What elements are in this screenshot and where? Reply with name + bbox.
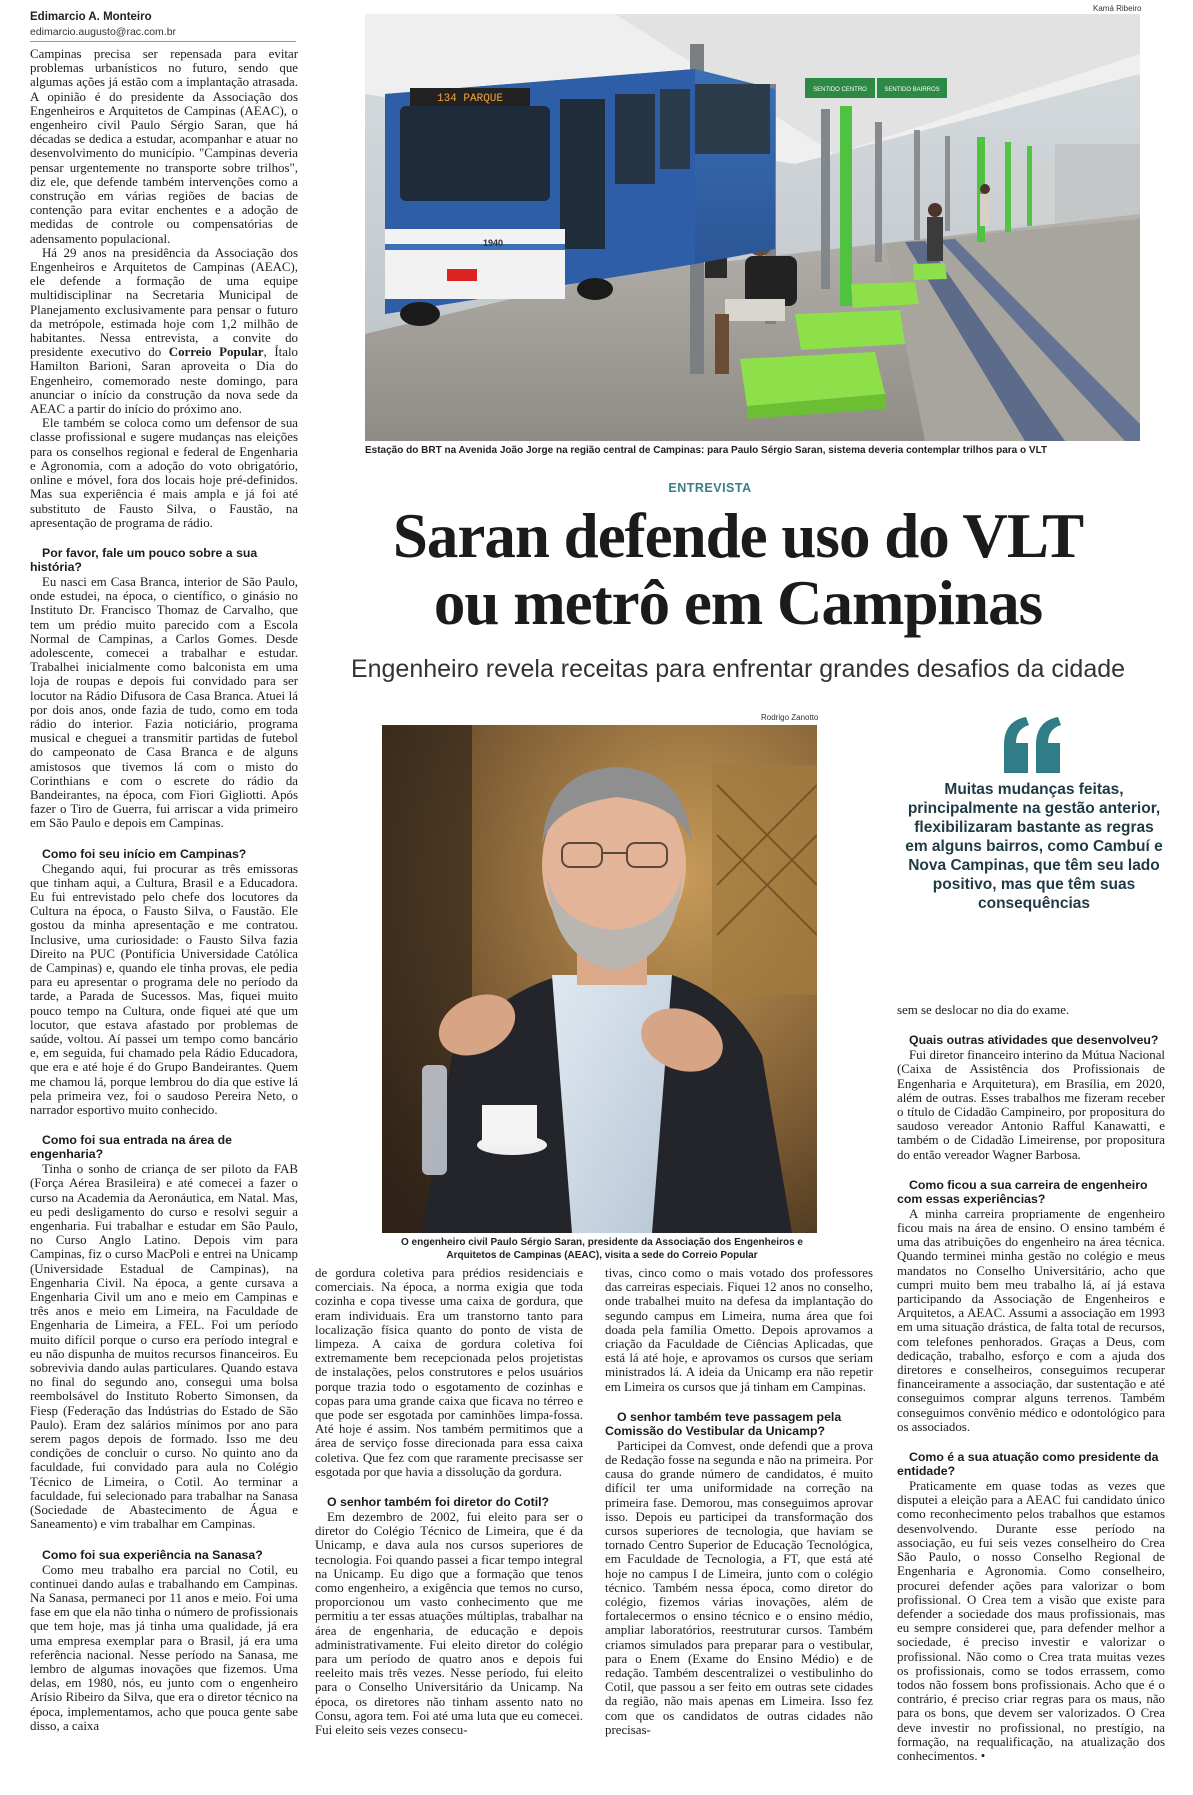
paragraph-text: Há 29 anos na presidência da Associação dos Engenheiros e Arquitetos de Campinas (AEAC), ele defende a formação de uma equipe multidisciplinar na Secretaria Municipal de Planejamento exclusivamente para pensar o futuro da metrópole, estimada hoje com 1,2 milhão de habitantes. Nessa entrevista, a convite do presidente executivo do <box>30 245 298 360</box>
article-column-4 <box>897 1003 1165 1787</box>
interview-answer: A minha carreira propriamente de engenheiro ficou mais na área de ensino. O ensino também é uma das atribuições do engenheiro na área técnica. Quando terminei minha gestão no colégio e meus mandatos no Conselho Universitário, acho que cumpri muito bem meu trabalho lá, aí já estava participando da Associação de Engenheiros e Arquitetos, a AEAC. Assumi a associação em 1993 em uma situação drástica, de falta total de recursos, com telefones penhorados. Graças a Deus, com dedicação, trabalho, esforço e com a ajuda dos diretores e conselheiros, conseguimos recuperar financeiramente a associação, dar sustentação e até conseguimos comprar alguns terrenos. Também conseguimos convênio médico e odontológico para os associados. <box>897 1206 1165 1434</box>
sign-centro: SENTIDO CENTRO <box>813 87 867 93</box>
byline-divider <box>30 41 296 42</box>
newspaper-name: Correio Popular <box>168 345 264 360</box>
portrait-photo <box>382 725 817 1233</box>
interview-answer: sem se deslocar no dia do exame. <box>897 1003 1070 1017</box>
sign-bairros: SENTIDO BAIRROS <box>884 87 940 93</box>
paragraph <box>30 246 298 416</box>
interview-answer: Tinha o sonho de criança de ser piloto da FAB (Força Aérea Brasileira) e até comecei a fazer o curso na Academia da Aeronáutica, em Natal. Mas, eu pedi desligamento do curso e resolvi seguir a engenharia. Fui trabalhar e estudar em São Paulo, no Curso Anglo Latino. Depois vim para Campinas, fiz o curso MacPoli e entrei na Unicamp (Universidade Estadual de Campinas), na Engenharia Civil. Na época, a gente cursava a Engenharia Civil um ano e meio em Campinas e três anos e meio em Limeira, na Faculdade de Engenharia de Limeira, a FEL. Foi um período muito difícil porque o curso era período integral e eu não dispunha de muitos recursos financeiros. Eu sobrevivia dando aulas particulares. Quando estava no final do segundo ano, consegui uma bolsa reembolsável do Instituto Roberto Simonsen, da Fiesp (Federação das Indústrias do Estado de São Paulo). Eram dez salários mínimos por ano para serem pagos depois de formado. Isso me deu condições de concluir o curso. No quinto ano da faculdade, fui convidado para aula no Colégio Técnico de Limeira, o Cotil. Ao terminar a faculdade, fui selecionado para trabalhar na Sanasa (Sociedade de Abastecimento de Água e Saneamento) e vim trabalhar em Campinas. <box>30 1162 298 1532</box>
interview-answer: Como meu trabalho era parcial no Cotil, eu continuei dando aulas e trabalhando em Campinas. Na Sanasa, permaneci por 11 anos e meio. Foi uma fase em que ela não tinha o número de profissionais que tem hoje, mas já tinha uma qualidade, já era uma empresa exemplar para o Brasil, já era uma referência nacional. Nesse período na Sanasa, me lembro de algumas inovações que fizemos. Uma delas, em 1980, nós, eu junto com o engenheiro Arísio Ribeiro da Silva, que era o diretor técnico na época, implementamos, acho que pouca gente sabe disso, a caixa <box>30 1562 298 1733</box>
interview-question: Como foi sua entrada na área de engenharia? <box>30 1133 232 1162</box>
pull-quote: Muitas mudanças feitas, principalmente na gestão anterior, flexibilizaram bastante as regras em alguns bairros, como Cambuí e Nova Campinas, que têm seu lado positivo, mas que têm suas consequências <box>905 781 1163 912</box>
interview-question: Como foi seu início em Campinas? <box>42 846 247 861</box>
bus-destination-sign: 134 PARQUE <box>436 93 504 105</box>
interview-answer: Participei da Comvest, onde defendi que a prova de Redação fosse na segunda e não na primeira. Por causa do grande número de candidatos, é muito difícil ter uma uniformidade na correção na primeira fase. Demorou, mas conseguimos aprovar isso. Depois eu participei da transformação dos cursos superiores de tecnologia, que haviam se tornado Centro Superior de Educação Tecnológica, em Faculdade de Tecnologia, a FT, que está até hoje no campus I de Limeira, junto com o colégio técnico. Também nessa época, como diretor do colégio, fizemos várias inovações, além de fortalecermos o ensino técnico e o ensino médio, ampliar laboratórios, reestruturar cursos. Também criamos simulados para preparar para o vestibular, para o Enem (Exame do Ensino Médio) e de redação. Também descentralizei o vestibulinho do Cotil, que passou a ser feito em outras sete cidades da região, não mais apenas em Limeira. Isso fez com que os candidatos de outras cidades não precisas- <box>605 1438 873 1737</box>
interview-question: Por favor, fale um pouco sobre a sua história? <box>30 545 258 574</box>
bus-number: 1940 <box>483 238 504 248</box>
interview-question: Como ficou a sua carreira de engenheiro com essas experiências? <box>897 1177 1148 1206</box>
article-column-3 <box>605 1266 873 1787</box>
interview-answer: Praticamente em quase todas as vezes que disputei a eleição para a AEAC fui candidato único como reconhecimento pelos trabalhos que estamos desenvolvendo. Durante esse período na associação, eu fui seis vezes conselheiro do Crea São Paulo, o nosso Conselho Regional de Engenharia e Agronomia. Como conselheiro, procurei defender ações para valorizar o bom profissional. O Crea tem a visão que existe para defender a sociedade dos maus profissionais, mas eu sempre considerei que, para defender melhor a sociedade, é preciso investir e valorizar o profissional. Não como o Crea trata muitas vezes os profissionais, como se todos errassem, como todos não fossem bons profissionais. Acho que é o contrário, é preciso criar regras para os maus, não para os bons, que devem ser valorizados. O Crea deve investir no profissional, no prestígio, na formação, na requalificação, na atualização dos conhecimentos. • <box>897 1479 1165 1763</box>
byline-email[interactable]: edimarcio.augusto@rac.com.br <box>30 26 177 38</box>
photo2-credit: Rodrigo Zanotto <box>761 713 819 722</box>
byline-author: Edimarcio A. Monteiro <box>30 11 152 23</box>
interview-answer: Chegando aqui, fui procurar as três emissoras que tinham aqui, a Cultura, Brasil e a Educadora. Eu fui entrevistado pelo chefe dos locutores da Cultura na época, o Fausto Silva, o Faustão. Ele gostou da minha apresentação e me contratou. Inclusive, uma curiosidade: o Fausto Silva fazia Direito na PUC (Pontifícia Universidade Católica de Campinas) e, quando ele tinha provas, ele pedia para eu apresentar o programa dele no período da tarde, a Parada de Sucessos. Mas, fiquei muito pouco tempo na Cultura, onde fiquei até que um locutor, que estava afastado por problemas de saúde, voltou. Aí passei um tempo como bancário e, em seguida, fui chamado pela Rádio Educadora, que era e até hoje é do Grupo Bandeirantes. Quem me chamou lá, porque lembrou do dia que estive lá pela primeira vez, foi o saudoso Pereira Neto, o narrador esportivo muito conhecido. <box>30 861 298 1118</box>
photo1-caption: Estação do BRT na Avenida João Jorge na região central de Campinas: para Paulo Sérgio Saran, sistema deveria contemplar trilhos para o VLT <box>365 445 1048 456</box>
section-kicker: ENTREVISTA <box>668 481 752 495</box>
interview-answer: de gordura coletiva para prédios residenciais e comerciais. Na época, a norma exigia que toda cozinha e copa tivesse uma caixa de gordura, que eram individuais. Era um transtorno tanto para localização física quanto do ponto de vista de limpeza. A caixa de gordura coletiva foi extremamente bem recepcionada pelos projetistas de instalações, pelos construtores e pelos usuários porque trazia todo o esgotamento de cozinhas e copas para uma grande caixa que ficava no térreo e que pode ser esgotada por caminhões limpa-fossa. Até hoje é assim. Nos também permitimos que a área de serviço fosse direcionada para essa caixa coletiva. Que fez com que raramente precisasse ser esgotada por que havia a dissolução da gordura. <box>315 1266 583 1479</box>
headline-line-2: ou metrô em Campinas <box>433 568 1043 638</box>
article-column-2 <box>315 1266 583 1787</box>
interview-question: Como é a sua atuação como presidente da entidade? <box>897 1450 1159 1479</box>
interview-question: Como foi sua experiência na Sanasa? <box>42 1547 263 1562</box>
paragraph-text: , Ítalo Hamilton Barioni, Saran aproveita o Dia do Engenheiro, comemorado neste domingo, para anunciar o início da construção da nova sede da AEAC a partir do início do próximo ano. <box>30 345 298 417</box>
interview-answer: Fui diretor financeiro interino da Mútua Nacional (Caixa de Assistência dos Profissionais de Engenharia e Arquitetura), em Brasília, em 2020, além de outras. Esses trabalhos me fizeram receber o título de Cidadão Campineiro, por propositura do saudoso vereador Antonio Rafful Kanawatti, e também o de Cidadão Limeirense, por propositura do então vereador Wagner Barbosa. <box>897 1048 1165 1162</box>
interview-question: O senhor também teve passagem pela Comissão do Vestibular da Unicamp? <box>605 1409 842 1438</box>
quote-mark-icon <box>1000 715 1066 775</box>
interview-question: Quais outras atividades que desenvolveu? <box>909 1033 1159 1048</box>
paragraph: Ele também se coloca como um defensor de sua classe profissional e sugere mudanças nas eleições para os conselhos regional e federal de Engenharia e Agronomia, com a adoção do voto obrigatório, online e móvel, fora dos locais hoje pré-definidos. Mas sua experiência é mais ampla e já foi até substituto de Fausto Silva, o Faustão, na apresentação de programa de rádio. <box>30 416 298 530</box>
photo1-credit: Kamá Ribeiro <box>1093 4 1142 13</box>
headline-line-1: Saran defende uso do VLT <box>392 501 1084 571</box>
photo2-caption: O engenheiro civil Paulo Sérgio Saran, presidente da Associação dos Engenheiros e Arquitetos de Campinas (AEAC), visita a sede do Correio Popular <box>401 1237 803 1261</box>
interview-answer: Em dezembro de 2002, fui eleito para ser o diretor do Colégio Técnico de Limeira, que é da Unicamp, e dava aula nos cursos superiores de tecnologia. Foi quando passei a ficar tempo integral na Unicamp. Eu digo que a formação que tenos como engenheiro, a exigência que temos no curso, proporcionou um vasto conhecimento que me permitiu a ter essas atuações múltiplas, trabalhar na área de engenharia, de educação e depois administrativamente. Fui eleito diretor do colégio para um período de quatro anos e depois fui reeleito mais três vezes. Nesse período, fui eleito para o Conselho Universitário da Unicamp. Na época, os diretores não tinham assento nato no Consu, agora tem. Foi até uma luta que eu comecei. Fui eleito seis vezes consecu- <box>315 1510 583 1738</box>
article-column-1 <box>30 47 298 1787</box>
interview-question: O senhor também foi diretor do Cotil? <box>327 1495 550 1510</box>
headline <box>322 503 1154 637</box>
interview-answer: Eu nasci em Casa Branca, interior de São Paulo, onde estudei, na época, o científico, o ginásio no Instituto Dr. Francisco Thomaz de Carvalho, que tem um prédio muito parecido com a Escola Normal de Campinas, a Carlos Gomes. Desde adolescente, comecei a trabalhar e estudar. Trabalhei inicialmente como balconista em uma loja de roupas e depois fui convidado para ser locutor na Rádio Difusora de Casa Branca. Atuei lá por dois anos, onde fazia de tudo, como em toda rádio do interior. Fazia noticiário, programa musical e cheguei a transmitir partidas de futebol do campeonato de Casa Branca e de alguns amistosos que tivemos lá com o misto do Corinthians e com o escrete do rádio da Bandeirantes, na época, com Fiori Gigliotti. Após fazer o Tiro de Guerra, fui arriscar a vida primeiro em São Paulo e depois em Campinas. <box>30 574 298 831</box>
brt-station-photo <box>365 14 1140 441</box>
subhead: Engenheiro revela receitas para enfrentar grandes desafios da cidade <box>350 655 1126 683</box>
paragraph: Campinas precisa ser repensada para evitar problemas urbanísticos no futuro, sendo que algumas ações já estão com a implantação atrasada. A opinião é do presidente da Associação dos Engenheiros e Arquitetos de Campinas (AEAC), o engenheiro civil Paulo Sérgio Saran, que há décadas se dedica a estudar, acompanhar e atuar no desenvolvimento do município. "Campinas deveria pensar urgentemente no transporte sobre trilhos", diz ele, que defende também intervenções como a construção em várias regiões de bacias de contenção para evitar enchentes e a adoção de medidas de controle ou compensatórias de adensamento populacional. <box>30 47 298 246</box>
interview-answer: tivas, cinco como o mais votado dos professores das carreiras especiais. Fiquei 12 anos no conselho, onde trabalhei muito na defesa da implantação do segundo campus em Limeira, numa área que foi doada pela família Ometto. Depois aprovamos a criação da Faculdade de Ciências Aplicadas, que está lá até hoje, e aprovamos os cursos que seriam ministrados lá. A ideia da Unicamp era não repetir em Limeira os cursos que já tinham em Campinas. <box>605 1266 873 1394</box>
